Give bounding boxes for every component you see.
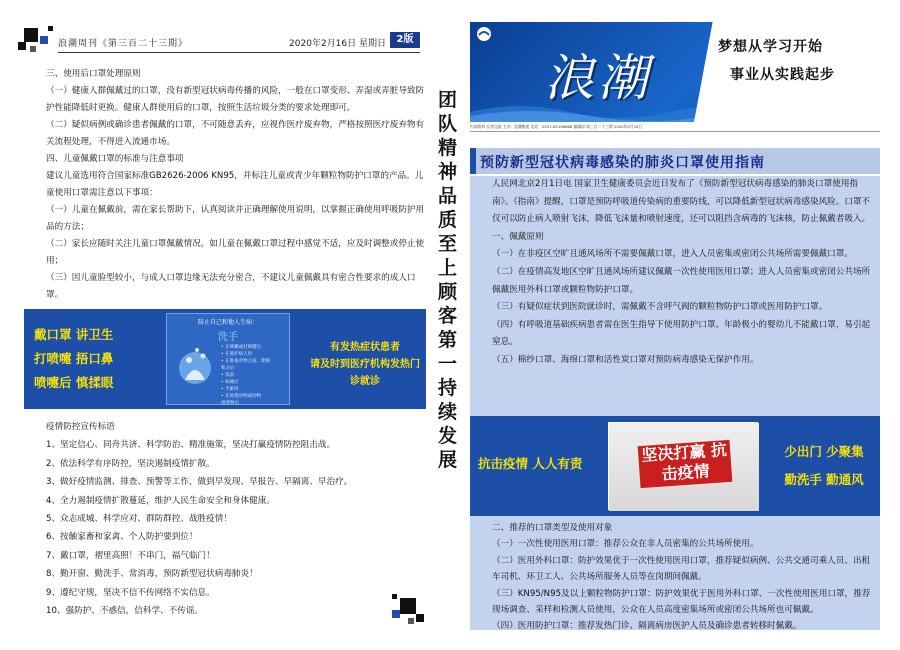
right-article-body-2 [470,516,880,630]
corner-squares-decoration [18,22,58,62]
banner-line: 喷嚏后 慎揉眼 [34,375,114,390]
list-item: 10、强防护、不惑信，信科学、不传谣。 [46,606,204,617]
list-item: 8、勤开窗、勤洗手、常消毒，预防新型冠状病毒肺炎！ [46,569,258,580]
list-item: 4、全力遏制疫情扩散蔓延，维护人民生命安全和身体健康。 [46,495,275,506]
company-logo-icon [476,26,492,42]
banner-line: 少出门 少聚集 [784,444,864,459]
left-article-body [28,66,426,304]
slogan-title: 疫情防控宣传标语 [46,422,115,432]
slogan-line-2: 事业从实践起步 [730,67,835,83]
poster-subtitle: 洗手 [218,332,238,343]
page-badge: 2版 [390,32,420,48]
paragraph: （二）疑似病例或确诊患者佩戴的口罩，不可随意丢弃，应视作医疗废弃物，严格按照医疗废弃物有关流程处理，不得进入流通市场。 [46,120,425,147]
info-bar: 内部资料 仅供交流 主办：浪潮集团 电话：0531-85106666 编辑部 第三百二十三期 2020年2月16日 [470,124,880,132]
corner-squares-decoration [388,590,428,630]
paragraph: （三）因儿童脸型较小，与成人口罩边缘无法充分密合，不建议儿童佩戴具有密合性要求的成人口罩。 [46,273,416,300]
paragraph: （三）KN95/N95及以上颗粒物防护口罩：防护效果优于医用外科口罩、一次性使用医用口罩，推荐现场调查、采样和检测人员使用，公众在人员高度密集场所或密闭公共场所也可佩戴。 [492,588,871,616]
handwash-illustration-icon [173,340,217,398]
step: • 在咳嗽或打喷嚏后 [221,345,262,350]
banner-line: 请及时到医疗机构发热门诊就诊 [310,359,420,387]
poster-steps [221,344,270,407]
right-page [470,22,880,630]
page-header [58,34,420,50]
paragraph: （一）在非疫区空旷且通风场所不需要佩戴口罩，进入人员密集或密闭公共场所需要佩戴口罩。 [492,249,853,260]
handwash-poster [166,313,290,405]
paragraph: （三）有疑似症状到医院就诊时，需佩戴不含呼气阀的颗粒物防护口罩或医用防护口罩。 [492,302,828,313]
vertical-motto: 团队精神 品质至上 顾客第一 持续发展 [438,89,458,471]
step: 排泄物后 [221,401,239,406]
poster-title: 防止自己和他人生病： [197,319,258,326]
list-item: 2、依法科学有序防控，坚决遏制疫情扩散。 [46,458,215,469]
list-item: 5、众志成城、科学应对、群防群控、战胜疫情！ [46,514,232,525]
step: • 手脏时 [221,387,239,392]
banner-line: 戴口罩 讲卫生 [34,327,114,342]
list-item: 1、坚定信心、同舟共济、科学防治、精准施策，坚决打赢疫情防控阻击战。 [46,440,336,451]
step: • 如厕后 [221,380,239,385]
step: • 在处理动物或动物 [221,394,262,399]
banner-sign: 坚决打赢 抗击疫情 [638,440,733,488]
banner-line: 打喷嚏 捂口鼻 [34,351,114,366]
paragraph: （一）一次性使用医用口罩：推荐公众在非人员密集的公共场所使用。 [492,539,759,550]
list-item: 6、按触家畜和家禽、个人防护要到位！ [46,532,198,543]
masthead-title: 浪潮 [544,49,652,107]
header-issue: 浪潮周刊《第三百二十三期》 [58,39,189,49]
right-article-body [470,176,880,416]
paragraph: （五）棉纱口罩、海绵口罩和活性炭口罩对预防病毒感染无保护作用。 [492,354,759,365]
paragraph: （一）健康人群佩戴过的口罩，没有新型冠状病毒传播的风险，一般在口罩变形、弄湿或弄脏导致防护性能降低时更换。健康人群使用后的口罩，按照生活垃圾分类的要求处理即可。 [46,86,425,113]
hygiene-banner [24,309,426,409]
article-title: 预防新型冠状病毒感染的肺炎口罩使用指南 [480,155,765,171]
header-rule [58,52,420,53]
banner-right-text [306,339,424,390]
list-item: 7、戴口罩，褶里高照！不串门，福气临门！ [46,550,215,561]
left-page [18,22,426,630]
paragraph: （四）有呼吸道基础疾病患者需在医生指导下使用防护口罩。年龄极小的婴幼儿不能戴口罩，易引起窒息。 [492,319,871,348]
paragraph: （四）医用防护口罩：推荐发热门诊、隔离病房医护人员及确诊患者转移时佩戴。 [492,621,802,632]
step: • 在准备食物之前、期间 [221,359,271,364]
list-item: 9、遵纪守规，坚决不信不传网络不实信息。 [46,587,215,598]
banner-line: 勤洗手 勤通风 [784,472,864,487]
paragraph: 三、使用后口罩处理原则 [46,69,141,79]
article-title-bar [470,148,880,174]
paragraph: （二）医用外科口罩：防护效果优于一次性使用医用口罩，推荐疑似病例、公共交通司乘人员、出租车司机、环卫工人、公共场所服务人员等在岗期间佩戴。 [492,555,871,583]
paragraph: 建议儿童选用符合国家标准GB2626-2006 KN95，并标注儿童或青少年颗粒物防护口罩的产品。儿童使用口罩需注意以下事项： [46,171,424,198]
paragraph: （二）家长应随时关注儿童口罩佩戴情况，如儿童在佩戴口罩过程中感觉不适，应及时调整或停止使用； [46,239,425,266]
banner-right-text [772,438,876,494]
paragraph: 二、推荐的口罩类型及使用对象 [492,523,613,533]
paragraph: 四、儿童佩戴口罩的标准与注意事项 [46,154,184,164]
paragraph: （二）在疫情高发地区空旷且通风场所建议佩戴一次性使用医用口罩；进入人员密集或密闭公共场所佩戴医用外科口罩或颗粒物防护口罩。 [492,266,871,295]
step: 和之后 [221,366,235,371]
paragraph: （一）儿童在佩戴前，需在家长帮助下，认真阅读并正确理解使用说明，以掌握正确使用呼吸防护用品的方法； [46,205,425,232]
header-date: 2020年2月16日 星期日 [289,39,386,49]
masthead [470,22,880,122]
slogan-list [28,418,426,620]
slogan-line-1: 梦想从学习开始 [718,39,823,55]
epidemic-banner [470,416,880,516]
step: • 饭前 [221,373,235,378]
step: • 在照护病人时 [221,352,253,357]
banner-left-text: 抗击疫情 人人有责 [478,456,583,471]
banner-photo [608,422,758,510]
banner-line: 有发热症状患者 [330,342,400,353]
paragraph: 一、佩戴原则 [492,231,544,242]
paragraph: 人民网北京2月1日电 国家卫生健康委员会近日发布了《预防新型冠状病毒感染的肺炎口罩使用指南》。《指南》提醒，口罩是预防呼吸道传染病的重要防线，可以降低新型冠状病毒感染风险。口罩不仅可以防止病人喷射飞沫，降低飞沫量和喷射速度，还可以阻挡含病毒的飞沫核，防止佩戴者吸入。 [492,179,871,225]
banner-left-text [34,323,113,395]
list-item: 3、做好疫情监测、排查、预警等工作，做到早发现、早报告、早隔离、早治疗。 [46,477,353,488]
